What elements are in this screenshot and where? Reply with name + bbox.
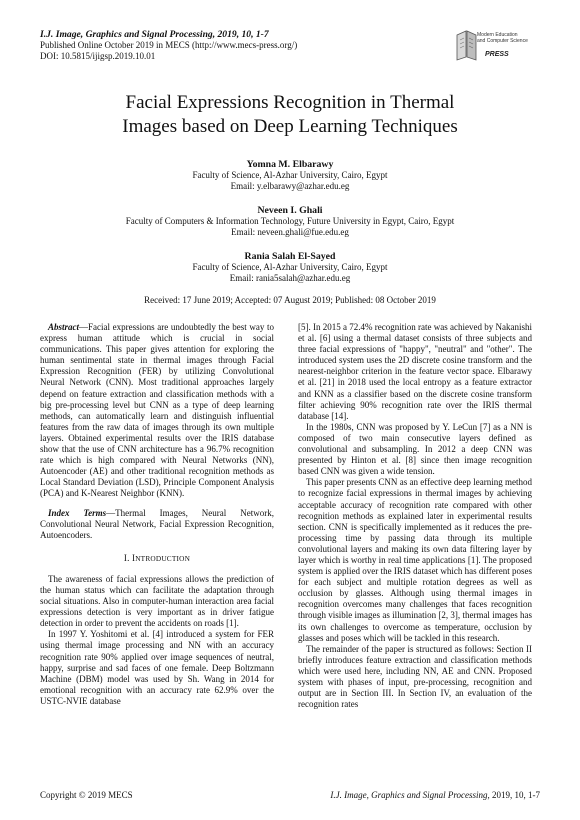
author-email: Email: y.elbarawy@azhar.edu.eg (230, 181, 350, 191)
footer-pages: 2019, 10, 1-7 (489, 790, 540, 800)
published-line: Published Online October 2019 in MECS (http://www.mecs-press.org/) (40, 40, 298, 50)
footer-journal (310, 790, 540, 800)
author-email: Email: rania5salah@azhar.edu.eg (229, 273, 351, 283)
logo-line-1: Modern Education (477, 32, 518, 38)
logo-text (477, 32, 528, 44)
logo-press: PRESS (485, 51, 509, 58)
journal-line (40, 29, 297, 40)
title-line-1: Facial Expressions Recognition in Thermal (125, 92, 455, 113)
left-column (40, 322, 274, 707)
paragraph: [5]. In 2015 a 72.4% recognition rate was achieved by Nakanishi et al. [6] using a thermal dataset consists of three subjects and three facial expressions of "happy", "neutral" and "other". The introduced system uses the 2D discrete cosine transform and the nearest-neighbor criterion in the feature vector space. Elbarawy et al. [21] in 2018 used the local entropy as a feature extractor and KNN as a classifier based on the discrete cosine transform filter achieving 90% recognition rate over the IRIS thermal database [14]. (298, 322, 532, 421)
footer-copyright: Copyright © 2019 MECS (40, 790, 133, 800)
author-name: Yomna M. Elbarawy (246, 159, 334, 170)
author-name: Neveen I. Ghali (257, 205, 323, 216)
doi-line: DOI: 10.5815/ijigsp.2019.10.01 (40, 51, 156, 61)
abstract-text: —Facial expressions are undoubtedly the best way to express human attitude which is crucial in social communications. This paper gives attention for exploring the human sentimental state in thermal images through Facial Expression Recognition (FER) by utilizing Convolutional Neural Network (CNN). Most traditional approaches largely depend on feature extraction and classification methods with a big pre-processing level but CNN as a type of deep learning methods, can automatically learn and distinguish influential features from the raw data of images through its own multiple layers. Obtained experimental results over the IRIS database show that the use of CNN architecture has a 96.7% recognition rate which is high compared with Neural Networks (NN), Autoencoder (AE) and other traditional recognition methods as Local Standard Deviation (LSD), Principle Component Analysis (PCA) and K-Nearest Neighbor (KNN). (40, 322, 274, 499)
author-block (0, 205, 580, 238)
index-terms (40, 508, 274, 541)
section-title-rest: NTRODUCTION (135, 553, 191, 563)
journal-issue: 2019, 10, 1-7 (215, 29, 269, 40)
journal-name: I.J. Image, Graphics and Signal Processing, (40, 29, 216, 40)
section-heading (40, 553, 274, 564)
right-column (298, 322, 532, 710)
index-terms-label: Index Terms (48, 507, 107, 518)
logo-line-2: and Computer Science (477, 38, 528, 44)
title-line-2: Images based on Deep Learning Techniques (122, 116, 458, 137)
mecs-logo (455, 27, 541, 65)
paragraph: In the 1980s, CNN was proposed by Y. LeCun [7] as a NN is composed of two main consecutive layers defined as convolutional and subsampling. In 2012 a deep CNN was presented by Hinton et al. [8] since then image recognition based CNN was given a wide tension. (298, 421, 532, 477)
abstract (40, 322, 274, 500)
spacer (40, 500, 274, 508)
paper-title (0, 91, 580, 139)
footer-journal-name: I.J. Image, Graphics and Signal Processing, (330, 790, 490, 800)
author-affiliation: Faculty of Computers & Information Technology, Future University in Egypt, Cairo, Egypt (125, 216, 455, 226)
author-block (0, 251, 580, 284)
author-affiliation: Faculty of Science, Al-Azhar University, Cairo, Egypt (192, 170, 388, 180)
paragraph: In 1997 Y. Yoshitomi et al. [4] introduced a system for FER using thermal image processing and NN with an accuracy recognition rate 90% applied over image sequences of neutral, happy, surprise and sad faces of one female. Deep Boltzmann Machine (DBM) model was used by Sh. Wang in 2014 for emotional recognition with an accuracy rate 62.9% over the USTC-NVIE database (40, 629, 274, 706)
section-numeral: I. I (123, 552, 136, 563)
received-dates: Received: 17 June 2019; Accepted: 07 August 2019; Published: 08 October 2019 (144, 295, 436, 305)
author-affiliation: Faculty of Science, Al-Azhar University, Cairo, Egypt (192, 262, 388, 272)
journal-header (40, 29, 297, 62)
author-list (0, 159, 580, 297)
index-terms-text: —Thermal Images, Neural Network, Convolutional Neural Network, Facial Expression Recognition, Autoencoders. (40, 507, 274, 540)
author-email: Email: neveen.ghali@fue.edu.eg (231, 227, 349, 237)
author-block (0, 159, 580, 192)
author-name: Rania Salah El-Sayed (244, 251, 336, 262)
paragraph: The awareness of facial expressions allows the prediction of the human status which can facilitate the adaptation through social situations. Also in computer-human interaction area facial expressions detection is very important as in driver fatigue detection in order to prevent the accidents on roads [1]. (40, 573, 274, 629)
abstract-label: Abstract (48, 322, 80, 332)
paragraph: This paper presents CNN as an effective deep learning method to recognize facial expressions in thermal images by achieving acceptable accuracy of recognition rate compared with other recognition methods as explained later in experimental results section. CNN is specifically implemented as it reduces the pre-processing time by passing data through its multiple convolutional layers and making its own data filtering layer by layer which is worthy in real time applications [1]. The proposed system is applied over the IRIS dataset which has different poses for each subject and multiple rotation degrees as well as occlusion by glasses. Although using thermal images in recognition overcomes many challenges that faces recognition through visible images as illumination [2, 3], thermal images has its own challenges to overcome as temperature, occlusion by glasses and poses which will be tackled in this research. (298, 477, 532, 643)
book-icon (455, 27, 479, 61)
paragraph: The remainder of the paper is structured as follows: Section II briefly introduces feature extraction and classification methods which were used here, including NN, AE and CNN. Proposed system with phases of input, pre-processing, recognition and output are in Section III. In Section IV, an evaluation of the recognition rates (298, 643, 532, 710)
